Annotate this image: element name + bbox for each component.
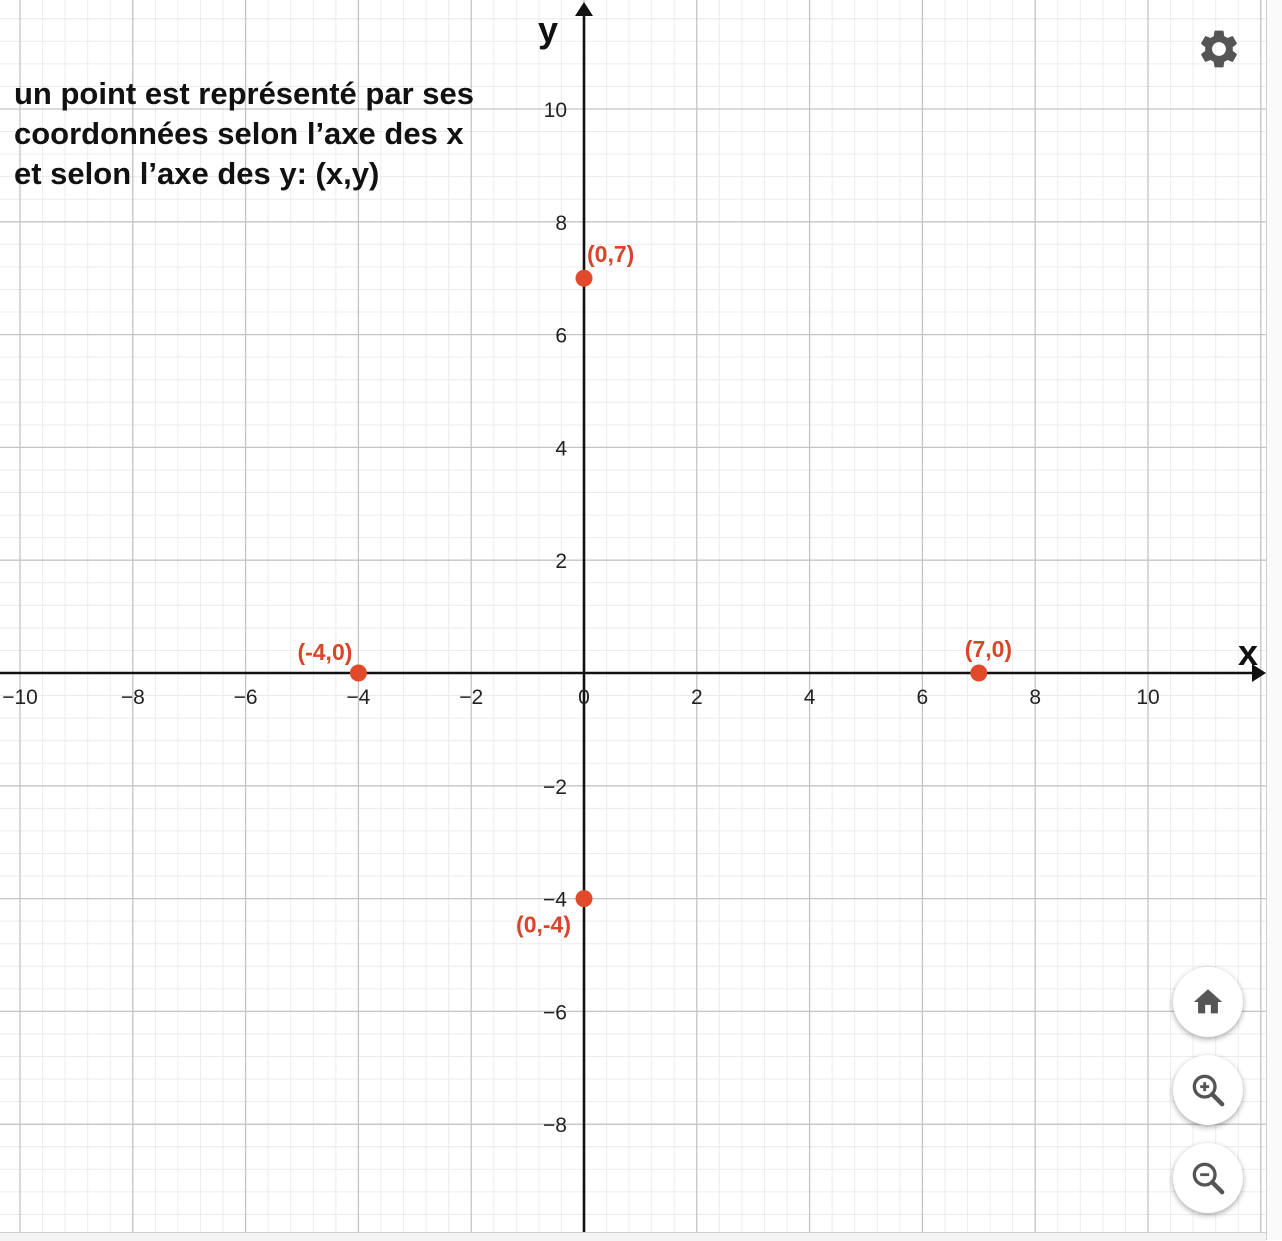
- x-tick-label: 6: [916, 686, 929, 709]
- x-tick-label: 2: [690, 686, 703, 709]
- data-point-label: (0,-4): [516, 911, 571, 938]
- data-points: [297, 241, 1012, 937]
- x-tick-label: −4: [346, 686, 371, 709]
- x-tick-label: −8: [120, 686, 145, 709]
- zoom-in-icon: [1188, 1070, 1228, 1110]
- explanation-text: [14, 74, 534, 194]
- x-tick-label: 8: [1029, 686, 1042, 709]
- data-point-label: (0,7): [587, 241, 635, 268]
- x-tick-label: 10: [1136, 686, 1160, 709]
- y-tick-label: 2: [555, 550, 567, 574]
- y-tick-label: −4: [543, 888, 567, 912]
- data-point: [970, 665, 987, 682]
- explanation-line: et selon l’axe des y: (x,y): [14, 156, 380, 191]
- explanation-line: un point est représenté par ses: [14, 76, 474, 111]
- tick-labels: [2, 99, 1159, 1137]
- y-tick-label: 10: [543, 99, 567, 122]
- data-point-label: (-4,0): [297, 639, 353, 665]
- y-tick-label: 6: [555, 324, 567, 348]
- y-tick-label: 8: [555, 211, 567, 235]
- y-tick-label: 4: [555, 437, 567, 461]
- y-axis-arrow: [575, 2, 593, 16]
- y-tick-label: −8: [543, 1114, 567, 1138]
- y-axis-label: y: [537, 9, 559, 50]
- explanation-line: coordonnées selon l’axe des x: [14, 116, 464, 151]
- y-tick-label: −2: [543, 775, 567, 799]
- data-point: [350, 665, 367, 682]
- x-tick-label: −6: [233, 686, 258, 709]
- x-tick-label: 0: [578, 686, 590, 709]
- home-icon: [1191, 985, 1225, 1019]
- zoom-out-icon: [1188, 1158, 1228, 1198]
- gear-icon: [1196, 26, 1242, 72]
- y-tick-label: −6: [543, 1001, 567, 1025]
- x-axis-label: x: [1237, 632, 1258, 673]
- data-point-label: (7,0): [964, 636, 1013, 662]
- x-tick-label: 4: [803, 686, 816, 709]
- x-tick-label: −2: [459, 686, 484, 709]
- data-point: [576, 270, 593, 287]
- scrollbar-track[interactable]: [1266, 0, 1282, 1240]
- home-button[interactable]: [1173, 967, 1243, 1037]
- zoom-in-button[interactable]: [1173, 1055, 1243, 1125]
- settings-button[interactable]: [1196, 26, 1242, 72]
- x-tick-label: −10: [2, 686, 38, 709]
- data-point: [576, 890, 593, 907]
- zoom-out-button[interactable]: [1173, 1143, 1243, 1213]
